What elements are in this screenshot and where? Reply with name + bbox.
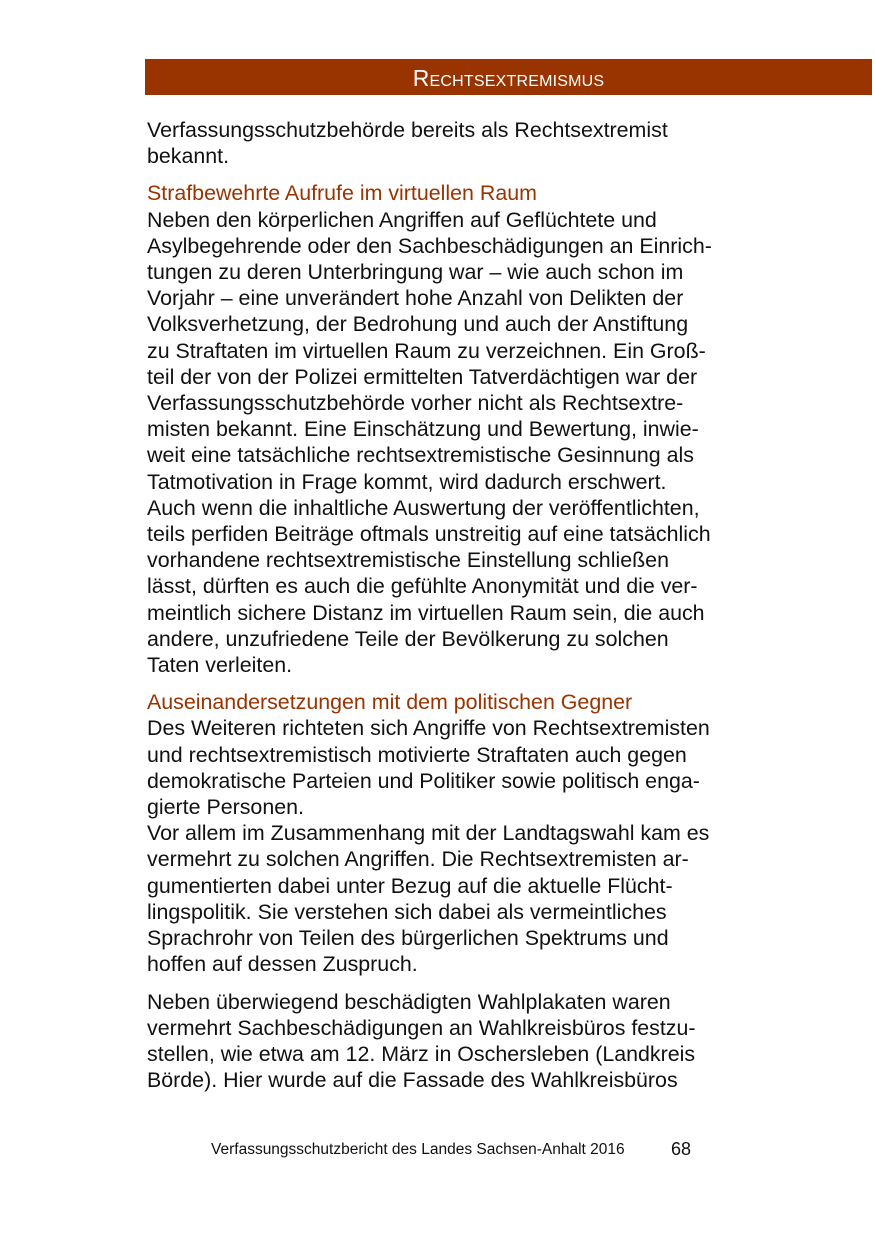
section-heading-political-opponent: Auseinandersetzungen mit dem politischen Gegner [147,690,633,715]
section-paragraph-election-offices: Neben überwiegend beschädigten Wahlplakaten waren vermehrt Sachbeschädigungen an Wahlkreisbüros festzu- stellen, wie etwa am 12. März in Oschersleben (Landkreis Börde). Hier wurde auf die Fassade des Wahlkreisbüros [147,989,696,1093]
page-footer [0,1139,875,1163]
paragraph-gap [147,978,762,989]
paragraph-gap [147,678,762,689]
section-paragraph-political-opponent: Des Weiteren richteten sich Angriffe von Rechtsextremisten und rechtsextremistisch motivierte Straftaten auch gegen demokratische Parteien und Politiker sowie politisch enga- gierte Personen. Vor allem im Zusammenhang mit der Landtagswahl kam es vermehrt zu solchen Angriffen. Die Rechtsextremisten ar- gumentierten dabei unter Bezug auf die aktuelle Flücht- lingspolitik. Sie verstehen sich dabei als vermeintliches Sprachrohr von Teilen des bürgerlichen Spektrums und hoffen auf dessen Zuspruch. [147,716,710,977]
paragraph-gap [147,169,762,180]
intro-paragraph: Verfassungsschutzbehörde bereits als Rechtsextremist bekannt. [147,118,668,169]
chapter-header-bar [145,59,872,95]
footer-report-title: Verfassungsschutzbericht des Landes Sachsen-Anhalt 2016 [211,1141,625,1158]
chapter-title: Rechtsextremismus [412,65,605,91]
section-paragraph-virtual-space: Neben den körperlichen Angriffen auf Geflüchtete und Asylbegehrende oder den Sachbeschädigungen an Einrich- tungen zu deren Unterbringung war – wie auch schon im Vorjahr – eine unverändert hohe Anzahl von Delikten der Volksverhetzung, der Bedrohung und auch der Anstiftung zu Straftaten im virtuellen Raum zu verzeichnen. Ein Groß- teil der von der Polizei ermittelten Tatverdächtigen war der Verfassungsschutzbehörde vorher nicht als Rechtsextre- misten bekannt. Eine Einschätzung und Bewertung, inwie- weit eine tatsächliche rechtsextremistische Gesinnung als Tatmotivation in Frage kommt, wird dadurch erschwert. Auch wenn die inhaltliche Auswertung der veröffentlichten, teils perfiden Beiträge oftmals unstreitig auf eine tatsächlich vorhandene rechtsextremistische Einstellung schließen lässt, dürften es auch die gefühlte Anonymität und die ver- meintlich sichere Distanz im virtuellen Raum sein, die auch andere, unzufriedene Teile der Bevölkerung zu solchen Taten verleiten. [147,207,712,678]
page-number: 68 [671,1139,692,1159]
section-heading-virtual-space: Strafbewehrte Aufrufe im virtuellen Raum [147,181,537,206]
page-content [147,117,762,1093]
